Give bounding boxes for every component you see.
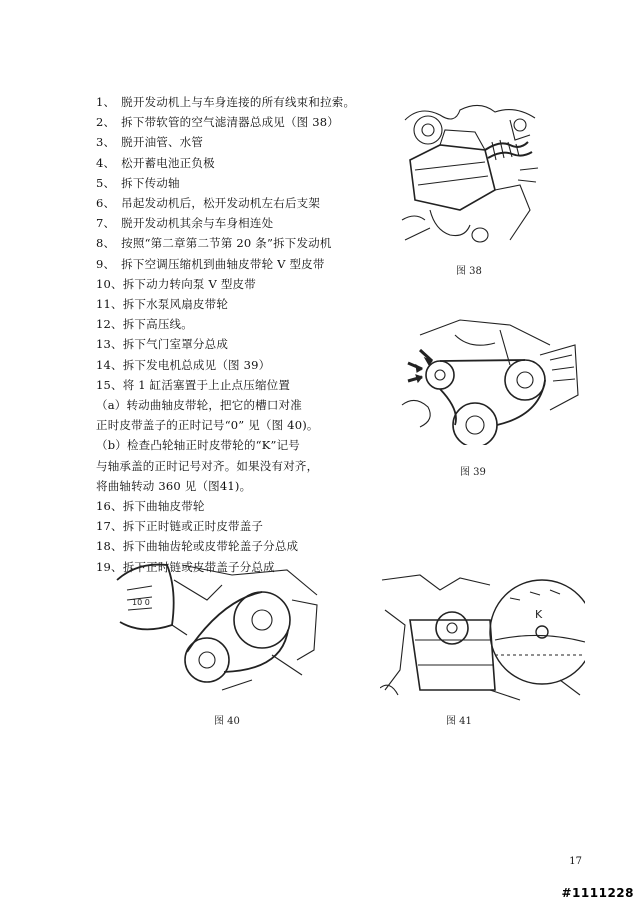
step-11: 11、拆下水泵风扇皮带轮 xyxy=(96,297,229,312)
step-15b-cont-1: 与轴承盖的正时记号对齐。如果没有对齐， xyxy=(96,458,319,473)
step-14: 14、拆下发电机总成见（图 39） xyxy=(96,357,271,372)
figure-39-alternator-illustration xyxy=(400,315,580,445)
step-10: 10、拆下动力转向泵 V 型皮带 xyxy=(96,276,256,291)
step-12: 12、拆下高压线。 xyxy=(96,317,193,332)
step-15a: （a）转动曲轴皮带轮，把它的槽口对准 xyxy=(96,398,302,413)
figure-41-caption: 图 41 xyxy=(446,716,472,727)
step-6: 6、 吊起发动机后，松开发动机左右后支架 xyxy=(96,196,321,211)
step-15a-cont: 正时皮带盖子的正时记号“0” 见（图 40)。 xyxy=(96,418,319,433)
step-15b: （b）检查凸轮轴正时皮带轮的“K”记号 xyxy=(96,438,301,453)
step-5: 5、 拆下传动轴 xyxy=(96,175,180,190)
step-8: 8、 按照“第二章第二节第 20 条”拆下发动机 xyxy=(96,236,332,251)
step-18: 18、拆下曲轴齿轮或皮带轮盖子分总成 xyxy=(96,539,299,554)
step-13: 13、拆下气门室罩分总成 xyxy=(96,337,229,352)
procedure-steps xyxy=(96,92,386,577)
k-timing-mark-label: K xyxy=(535,608,543,621)
step-2: 2、 拆下带软管的空气滤清器总成见（图 38） xyxy=(96,115,339,130)
svg-text:10 0: 10 0 xyxy=(132,598,150,607)
figure-40-caption: 图 40 xyxy=(214,716,240,727)
figure-38-caption: 图 38 xyxy=(456,266,482,277)
step-7: 7、 脱开发动机其余与车身相连处 xyxy=(96,216,274,231)
figure-41-camshaft-pulley-illustration xyxy=(380,570,585,705)
step-9: 9、 拆下空调压缩机到曲轴皮带轮 V 型皮带 xyxy=(96,256,325,271)
step-15b-cont-2: 将曲轴转动 360 见（图41)。 xyxy=(96,478,252,493)
figure-40-crankshaft-pulley-illustration xyxy=(112,560,322,700)
step-17: 17、拆下正时链或正时皮带盖子 xyxy=(96,519,264,534)
step-16: 16、拆下曲轴皮带轮 xyxy=(96,499,205,514)
step-4: 4、 松开蓄电池正负极 xyxy=(96,155,215,170)
step-1: 1、 脱开发动机上与车身连接的所有线束和拉索。 xyxy=(96,95,356,109)
figure-38-air-cleaner-illustration xyxy=(400,100,540,250)
page-number: 17 xyxy=(569,856,582,867)
step-3: 3、 脱开油管、水管 xyxy=(96,135,204,150)
document-stamp: #1111228 xyxy=(561,886,634,900)
step-15: 15、将 1 缸活塞置于上止点压缩位置 xyxy=(96,377,291,392)
figure-39-caption: 图 39 xyxy=(460,467,486,478)
step-19: 19、拆下正时链或皮带盖子分总成 xyxy=(96,559,275,574)
